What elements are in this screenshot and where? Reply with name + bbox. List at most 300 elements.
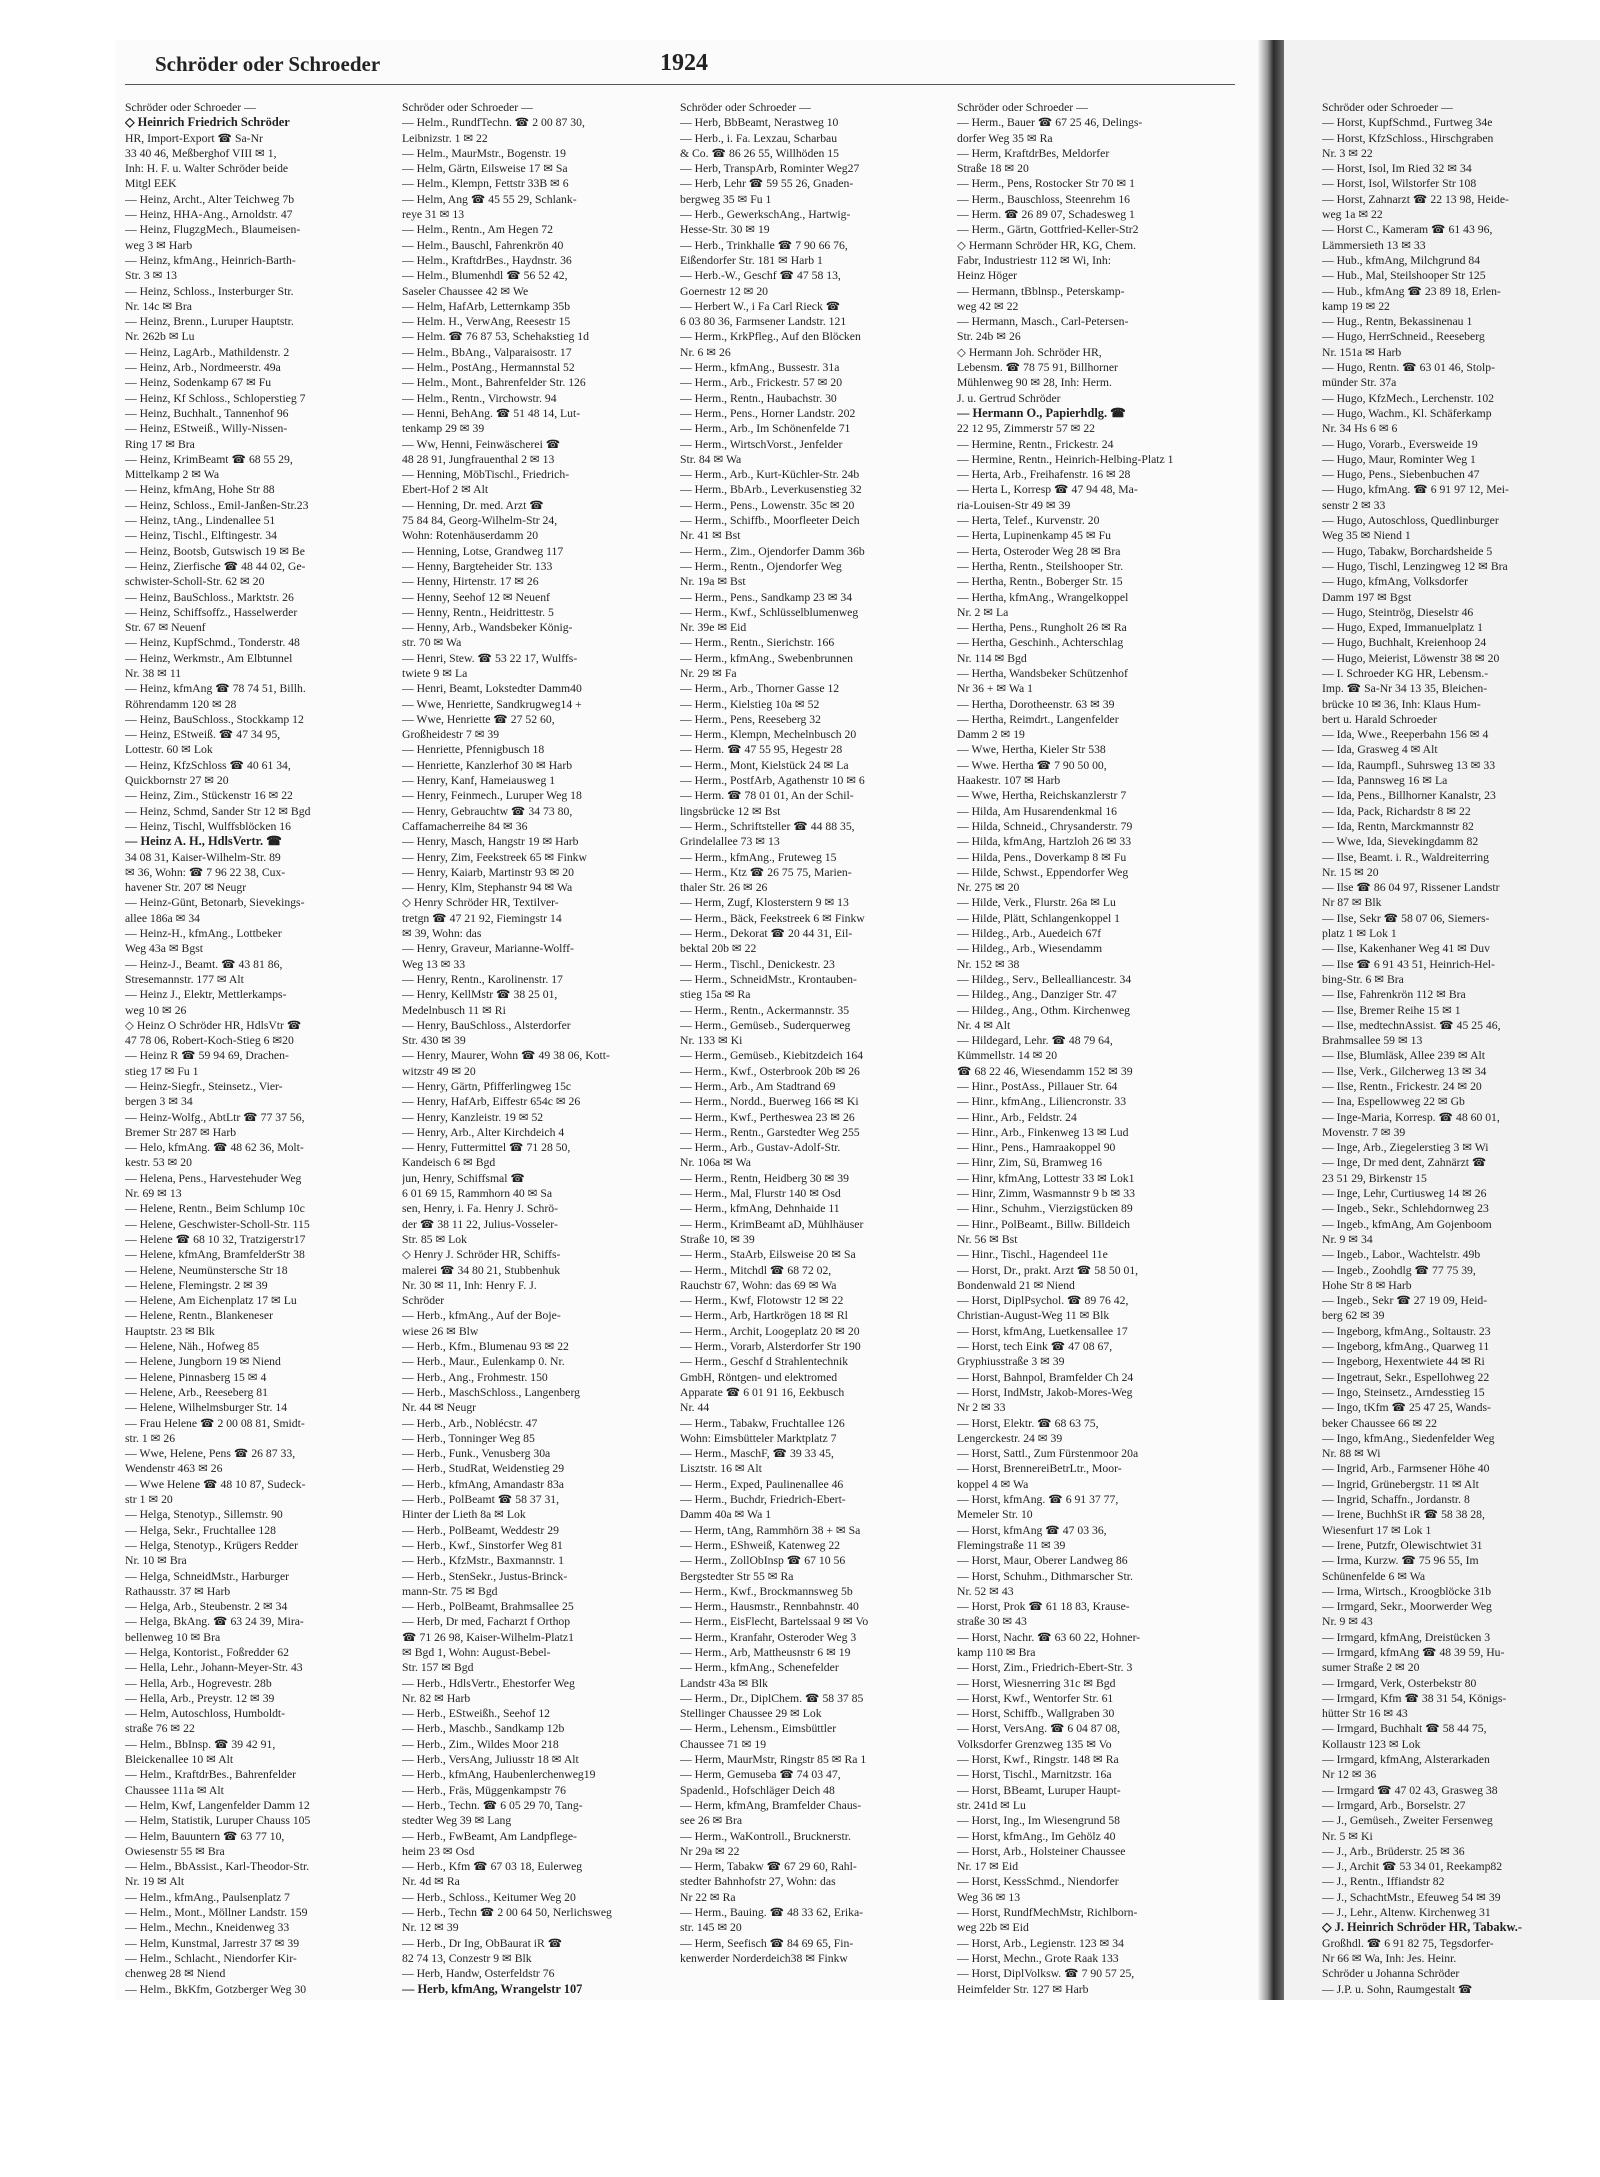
directory-line: — Henry, Gebrauchtw ☎ 34 73 80, xyxy=(402,804,573,818)
directory-line: — Horst, Isol, Wilstorfer Str 108 xyxy=(1322,177,1477,191)
directory-line: — Hinr., Arb., Feldstr. 24 xyxy=(957,1110,1077,1124)
directory-line: — Herm. ☎ 47 55 95, Hegestr 28 xyxy=(680,743,843,757)
directory-line: — Herb., Maschb., Sandkamp 12b xyxy=(402,1722,565,1736)
directory-line: — Wwe, Henriette, Sandkrugweg14 + xyxy=(402,697,582,711)
directory-line: — Ina, Espellowweg 22 ✉ Gb xyxy=(1322,1095,1465,1109)
directory-line: Gryphiusstraße 3 ✉ 39 xyxy=(957,1355,1065,1369)
directory-line: Goernestr 12 ✉ 20 xyxy=(680,284,769,298)
directory-line: — Horst, kfmAng, Luetkensallee 17 xyxy=(957,1324,1128,1338)
directory-line: — Henry, Gärtn, Pfifferlingweg 15c xyxy=(402,1080,572,1093)
directory-line: — Herb., Kfm., Blumenau 93 ✉ 22 xyxy=(402,1340,569,1354)
directory-line: — Herm., Kwf., Osterbrook 20b ✉ 26 xyxy=(680,1064,860,1078)
directory-line: — Helm., Blumenhdl ☎ 56 52 42, xyxy=(402,269,568,283)
directory-line: — Herm., Rentn., Haubachstr. 30 xyxy=(680,391,837,405)
directory-line: — Hilde, Plätt, Schlangenkoppel 1 xyxy=(957,911,1120,925)
directory-line: mann-Str. 75 ✉ Bgd xyxy=(402,1584,498,1598)
directory-line: Kollaustr 123 ✉ Lok xyxy=(1322,1737,1421,1751)
column-1 xyxy=(125,100,395,2027)
directory-line: — Heinz, Sodenkamp 67 ✉ Fu xyxy=(125,376,272,390)
directory-line: str. 145 ✉ 20 xyxy=(680,1921,742,1935)
directory-line: — Hilda, Schneid., Chrysanderstr. 79 xyxy=(957,819,1133,833)
directory-line: — Herm., Schiffb., Moorfleeter Deich xyxy=(680,514,860,528)
directory-line: — Ingeborg, kfmAng., Quarweg 11 xyxy=(1322,1340,1490,1354)
directory-line: — Heinz, Tischl., Elftingestr. 34 xyxy=(125,529,277,543)
directory-line: — Heinz, kfmAng ☎ 78 74 51, Billh. xyxy=(125,682,306,696)
directory-line: — Henny, Bargteheider Str. 133 xyxy=(402,559,553,573)
directory-line: Nr. 19a ✉ Bst xyxy=(680,575,746,589)
column-3 xyxy=(680,100,950,1966)
directory-line: ✉ 39, Wohn: das xyxy=(402,927,482,941)
directory-line: — Ww, Henni, Feinwäscherei ☎ xyxy=(402,437,561,451)
directory-line: — Helm., MaurMstr., Bogenstr. 19 xyxy=(402,146,566,160)
directory-line: — Herm., Kielstieg 10a ✉ 52 xyxy=(680,697,820,711)
directory-line: — Helm, Kunstmal, Jarrestr 37 ✉ 39 xyxy=(125,1936,300,1950)
page-header xyxy=(125,50,1235,85)
directory-line: — Ilse ☎ 6 91 43 51, Heinrich-Hel- xyxy=(1322,957,1495,971)
directory-line: — Hildeg., Ang., Danziger Str. 47 xyxy=(957,988,1117,1002)
directory-line: koppel 4 ✉ Wa xyxy=(957,1477,1029,1491)
directory-line: — Hugo, Tabakw, Borchardsheide 5 xyxy=(1322,544,1493,558)
directory-line: Saseler Chaussee 42 ✉ We xyxy=(402,284,529,298)
directory-line: — Herm., kfmAng., Swebenbrunnen xyxy=(680,651,854,665)
directory-line: — Horst, Bahnpol, Bramfelder Ch 24 xyxy=(957,1370,1134,1384)
directory-line: — Hermann, tBblnsp., Peterskamp- xyxy=(957,284,1125,298)
directory-line: tretgn ☎ 47 21 92, Fiemingstr 14 xyxy=(402,911,562,925)
directory-line: — Herm., Bauer ☎ 67 25 46, Delings- xyxy=(957,116,1143,130)
directory-line: — Herm., Arb., Kurt-Küchler-Str. 24b xyxy=(680,468,860,482)
directory-line: straße 76 ✉ 22 xyxy=(125,1722,195,1736)
directory-line: — J., Arb., Brüderstr. 25 ✉ 36 xyxy=(1322,1844,1465,1858)
directory-line: — Irmgard ☎ 47 02 43, Grasweg 38 xyxy=(1322,1783,1498,1797)
directory-line: — Henning, Dr. med. Arzt ☎ xyxy=(402,498,544,512)
directory-line: — Heinz, Schloss., Insterburger Str. xyxy=(125,284,294,298)
directory-line: Nr. 39e ✉ Eid xyxy=(680,621,747,635)
directory-line: — Herm., Archit, Loogeplatz 20 ✉ 20 xyxy=(680,1324,860,1338)
directory-line: — Herta, Osteroder Weg 28 ✉ Bra xyxy=(957,544,1121,558)
directory-line: — Herb.-W., Geschf ☎ 47 58 13, xyxy=(680,269,841,283)
directory-line: Str. 67 ✉ Neuenf xyxy=(125,621,206,635)
directory-line: — Inge, Dr med dent, Zahnärzt ☎ xyxy=(1322,1156,1487,1170)
directory-line: münder Str. 37a xyxy=(1322,376,1397,390)
directory-line: — Herm., WaKontroll., Brucknerstr. xyxy=(680,1829,851,1843)
directory-line: — Ilse, Bremer Reihe 15 ✉ 1 xyxy=(1322,1003,1461,1017)
directory-line: — Henry, KellMstr ☎ 38 25 01, xyxy=(402,988,558,1002)
directory-line: Nr. 9 ✉ 34 xyxy=(1322,1232,1373,1246)
directory-line: Str. 3 ✉ 13 xyxy=(125,269,178,283)
directory-line: — Herb., GewerkschAng., Hartwig- xyxy=(680,208,851,222)
directory-line: — Heinz R ☎ 59 94 69, Drachen- xyxy=(125,1049,289,1063)
directory-line: — Horst, Schiffb., Wallgraben 30 xyxy=(957,1707,1115,1721)
bottom-margin xyxy=(0,2000,1600,2177)
directory-line: Hohe Str 8 ✉ Harb xyxy=(1322,1278,1412,1292)
directory-line: — Henning, Lotse, Grandweg 117 xyxy=(402,544,564,558)
directory-line: — Herm., Arb, Mattheusnstr 6 ✉ 19 xyxy=(680,1645,851,1659)
directory-line: Fabr, Industriestr 112 ✉ Wi, Inh: xyxy=(957,253,1111,267)
directory-line: Caffamacherreihe 84 ✉ 36 xyxy=(402,819,528,833)
directory-line: — Ilse, Blumläsk, Allee 239 ✉ Alt xyxy=(1322,1049,1486,1063)
directory-line: stedter Weg 39 ✉ Lang xyxy=(402,1814,512,1828)
directory-line: — Hugo, Maur, Rominter Weg 1 xyxy=(1322,452,1476,466)
directory-line: — Helm., Klempn, Fettstr 33B ✉ 6 xyxy=(402,177,569,191)
directory-line: — Ingeb., Labor., Wachtelstr. 49b xyxy=(1322,1248,1481,1262)
directory-line: — Heinz, EStweiß. ☎ 47 34 95, xyxy=(125,728,281,742)
directory-line: — Helm, HafArb, Letternkamp 35b xyxy=(402,299,571,313)
directory-line: Medelnbusch 11 ✉ Ri xyxy=(402,1003,506,1017)
directory-line: HR, Import-Export ☎ Sa-Nr xyxy=(125,131,263,145)
directory-line: — Henri, Beamt, Lokstedter Damm40 xyxy=(402,682,582,696)
directory-line: — Ingetraut, Sekr., Espellohweg 22 xyxy=(1322,1370,1490,1384)
directory-line: — Herb., StudRat, Weidenstieg 29 xyxy=(402,1462,565,1476)
directory-line: — Henriette, Pfennigbusch 18 xyxy=(402,743,545,757)
directory-line: — Horst, Isol, Im Ried 32 ✉ 34 xyxy=(1322,162,1472,176)
directory-line: Eißendorfer Str. 181 ✉ Harb 1 xyxy=(680,253,823,267)
directory-line: — Ingo, Steinsetz., Arndesstieg 15 xyxy=(1322,1385,1485,1399)
directory-line: Nr 12 ✉ 36 xyxy=(1322,1768,1377,1782)
directory-line: — Herm., Kwf., Schlüsselblumenweg xyxy=(680,605,859,619)
directory-line: bellenweg 10 ✉ Bra xyxy=(125,1630,221,1644)
directory-line: — Ingo, kfmAng., Siedenfelder Weg xyxy=(1322,1431,1495,1445)
directory-line: — Herb., Trinkhalle ☎ 7 90 66 76, xyxy=(680,238,848,252)
directory-line: — Irma, Wirtsch., Kroogblöcke 31b xyxy=(1322,1584,1492,1598)
directory-line: ✉ 36, Wohn: ☎ 7 96 22 38, Cux- xyxy=(125,865,286,879)
directory-line: 22 12 95, Zimmerstr 57 ✉ 22 xyxy=(957,422,1096,436)
directory-line: Nr. 30 ✉ 11, Inh: Henry F. J. xyxy=(402,1278,537,1292)
directory-line: — Helene, Näh., Hofweg 85 xyxy=(125,1340,260,1354)
directory-line: — Hertha, Pens., Rungholt 26 ✉ Ra xyxy=(957,621,1127,635)
directory-line: Kandeisch 6 ✉ Bgd xyxy=(402,1156,496,1170)
directory-line: — Herm, Gemuseba ☎ 74 03 47, xyxy=(680,1768,841,1782)
directory-line: — Herbert W., i Fa Carl Rieck ☎ xyxy=(680,299,841,313)
directory-line: Mittelkamp 2 ✉ Wa xyxy=(125,468,220,482)
directory-line: Wohn: Eimsbütteler Marktplatz 7 xyxy=(680,1431,837,1445)
directory-line: — Irene, Putzfr, Olewischtwiet 31 xyxy=(1322,1538,1483,1552)
directory-line: Volksdorfer Grenzweg 135 ✉ Vo xyxy=(957,1737,1112,1751)
directory-line: — Heinz, KupfSchmd., Tonderstr. 48 xyxy=(125,636,300,650)
directory-line: — Herb, TranspArb, Rominter Weg27 xyxy=(680,162,860,176)
directory-line: — Hugo, Autoschloss, Quedlinburger xyxy=(1322,514,1499,528)
directory-line: Schröder oder Schroeder — xyxy=(1322,101,1453,114)
directory-line: — Heinz, Archt., Alter Teichweg 7b xyxy=(125,192,295,206)
directory-line: — Henry, Zim, Feekstreek 65 ✉ Finkw xyxy=(402,850,587,864)
directory-line: bektal 20b ✉ 22 xyxy=(680,942,757,956)
directory-line: — Herm., EShweiß, Katenweg 22 xyxy=(680,1538,841,1552)
directory-line: Mühlenweg 90 ✉ 28, Inh: Herm. xyxy=(957,376,1112,390)
directory-line: 23 51 29, Birkenstr 15 xyxy=(1322,1171,1427,1185)
directory-line: — Helena, Pens., Harvestehuder Weg xyxy=(125,1171,302,1185)
directory-line: stedter Bahnhofstr 27, Wohn: das xyxy=(680,1875,836,1889)
directory-line: — Herm., Rentn., Sierichstr. 166 xyxy=(680,636,835,650)
directory-line: — Herm., Pens, Rostocker Str 70 ✉ 1 xyxy=(957,177,1135,191)
directory-line: — Helm., Mechn., Kneidenweg 33 xyxy=(125,1921,290,1935)
directory-line: — Hugo, Tischl, Lenzingweg 12 ✉ Bra xyxy=(1322,559,1508,573)
directory-line: — Herm, tAng, Rammhörn 38 + ✉ Sa xyxy=(680,1523,861,1537)
directory-line: Lisztstr. 16 ✉ Alt xyxy=(680,1462,762,1476)
directory-line: — Horst, Tischl., Marnitzstr. 16a xyxy=(957,1768,1112,1782)
directory-line: — Henry, Kaiarb, Martinstr 93 ✉ 20 xyxy=(402,865,574,879)
directory-line: — Heinz J., Elektr, Mettlerkamps- xyxy=(125,988,287,1002)
directory-line: — Wwe, Hertha, Reichskanzlerstr 7 xyxy=(957,789,1127,803)
directory-line: — Herb., Maur., Eulenkamp 0. Nr. xyxy=(402,1355,565,1369)
directory-line: ◇ J. Heinrich Schröder HR, Tabakw.- xyxy=(1322,1920,1523,1935)
directory-line: — Herta, Lupinenkamp 45 ✉ Fu xyxy=(957,529,1111,543)
directory-line: Heimfelder Str. 127 ✉ Harb xyxy=(957,1982,1089,1996)
directory-line: Schröder oder Schroeder — xyxy=(680,101,811,114)
directory-line: — Heinz, kfmAng, Hohe Str 88 xyxy=(125,483,275,497)
directory-line: — J., Lehr., Altenw. Kirchenweg 31 xyxy=(1322,1906,1491,1920)
directory-line: — Inge, Arb., Ziegelerstieg 3 ✉ Wi xyxy=(1322,1141,1489,1155)
directory-line: — Irmgard, Buchhalt ☎ 58 44 75, xyxy=(1322,1722,1487,1736)
directory-line: ◇ Hermann Schröder HR, KG, Chem. xyxy=(957,238,1137,252)
directory-line: — Herm., Arb., Thorner Gasse 12 xyxy=(680,682,840,696)
directory-line: Nr. 41 ✉ Bst xyxy=(680,529,741,543)
directory-line: — Herm., kfmAng., Schenefelder xyxy=(680,1661,839,1675)
directory-line: Straße 10, ✉ 39 xyxy=(680,1232,755,1246)
directory-line: — Helm., BbInsp. ☎ 39 42 91, xyxy=(125,1737,276,1751)
directory-line: — Hella, Lehr., Johann-Meyer-Str. 43 xyxy=(125,1661,303,1675)
directory-line: Memeler Str. 10 xyxy=(957,1508,1033,1522)
directory-line: Schröder u Johanna Schröder xyxy=(1322,1967,1460,1981)
directory-line: — Hugo, Buchhalt, Kreienhoop 24 xyxy=(1322,636,1487,650)
directory-line: — Horst, Elektr. ☎ 68 63 75, xyxy=(957,1416,1099,1430)
column-5 xyxy=(1322,100,1597,2012)
directory-line: ◇ Heinz O Schröder HR, HdlsVtr ☎ xyxy=(125,1018,302,1032)
directory-line: — Helm., Rentn., Am Hegen 72 xyxy=(402,223,553,237)
directory-line: — Ingeborg, Hexentwiete 44 ✉ Ri xyxy=(1322,1355,1485,1369)
directory-line: Wiesenfurt 17 ✉ Lok 1 xyxy=(1322,1523,1432,1537)
directory-line: Movenstr. 7 ✉ 39 xyxy=(1322,1125,1406,1139)
directory-line: — Hinr., Tischl., Hagendeel 11e xyxy=(957,1248,1108,1262)
directory-line: — Horst, Kwf., Wentorfer Str. 61 xyxy=(957,1691,1114,1705)
directory-line: — Herm., ZollObInsp ☎ 67 10 56 xyxy=(680,1554,846,1568)
directory-line: sumer Straße 2 ✉ 20 xyxy=(1322,1661,1420,1675)
directory-line: — Heinz, KfzSchloss ☎ 40 61 34, xyxy=(125,758,291,772)
directory-line: Nr. 9 ✉ 43 xyxy=(1322,1615,1373,1629)
directory-line: — Henny, Rentn., Heidrittestr. 5 xyxy=(402,605,554,619)
directory-line: — Irmgard, Kfm ☎ 38 31 54, Königs- xyxy=(1322,1691,1507,1705)
directory-line: — Horst, BBeamt, Luruper Haupt- xyxy=(957,1783,1121,1797)
directory-line: — Herm., SchneidMstr., Krontauben- xyxy=(680,972,857,986)
directory-line: — Hilde, Schwst., Eppendorfer Weg xyxy=(957,865,1129,879)
directory-line: Großheidestr 7 ✉ 39 xyxy=(402,728,500,742)
directory-line: — Heinz-J., Beamt. ☎ 43 81 86, xyxy=(125,957,283,971)
directory-line: Nr. 114 ✉ Bgd xyxy=(957,651,1027,665)
directory-line: — Helm., Rentn., Virchowstr. 94 xyxy=(402,391,557,405)
directory-line: Nr. 3 ✉ 22 xyxy=(1322,146,1373,160)
directory-line: — Herm., Rentn., Ackermannstr. 35 xyxy=(680,1003,850,1017)
directory-line: — Ilse, Rentn., Frickestr. 24 ✉ 20 xyxy=(1322,1080,1482,1093)
directory-line: — Herb., kfmAng, Amandastr 83a xyxy=(402,1477,564,1491)
directory-line: — Heinz, HHA-Ang., Arnoldstr. 47 xyxy=(125,208,293,222)
directory-line: Nr. 262b ✉ Lu xyxy=(125,330,195,344)
directory-line: — Heinz-H., kfmAng., Lottbeker xyxy=(125,927,282,941)
directory-line: — Frau Helene ☎ 2 00 08 81, Smidt- xyxy=(125,1416,305,1430)
directory-line: — Horst, BrennereiBetrLtr., Moor- xyxy=(957,1462,1122,1476)
directory-line: — Herb., Schloss., Keitumer Weg 20 xyxy=(402,1890,576,1904)
directory-line: — Ingrid, Schaffn., Jordanstr. 8 xyxy=(1322,1493,1470,1507)
directory-line: heim 23 ✉ Osd xyxy=(402,1844,475,1858)
directory-line: Nr. 106a ✉ Wa xyxy=(680,1156,751,1170)
directory-line: Heinz Höger xyxy=(957,269,1018,283)
directory-line: bing-Str. 6 ✉ Bra xyxy=(1322,972,1404,986)
directory-line: — Helm. H., VerwAng, Reesestr 15 xyxy=(402,315,571,329)
directory-line: — Herb, Dr med, Facharzt f Orthop xyxy=(402,1615,571,1629)
directory-line: — Heinz, Schiffsoffz., Hasselwerder xyxy=(125,605,298,619)
directory-line: — Helo, kfmAng. ☎ 48 62 36, Molt- xyxy=(125,1141,304,1155)
directory-line: str. 241d ✉ Lu xyxy=(957,1798,1026,1812)
directory-line: — Herm., Mal, Flurstr 140 ✉ Osd xyxy=(680,1187,841,1201)
directory-line: tenkamp 29 ✉ 39 xyxy=(402,422,485,436)
directory-line: — Ingeb., kfmAng, Am Gojenboom xyxy=(1322,1217,1492,1231)
directory-line: Damm 197 ✉ Bgst xyxy=(1322,590,1412,604)
directory-line: Nr. 14c ✉ Bra xyxy=(125,299,192,313)
directory-line: — Herb., PolBeamt, Brahmsallee 25 xyxy=(402,1600,574,1614)
directory-line: kamp 19 ✉ 22 xyxy=(1322,299,1390,313)
directory-line: — Herb, kfmAng, Wrangelstr 107 xyxy=(402,1981,583,1996)
directory-line: — Wwe, Hertha, Kieler Str 538 xyxy=(957,743,1106,757)
directory-line: — Herb., kfmAng., Auf der Boje- xyxy=(402,1309,561,1323)
directory-line: Damm 2 ✉ 19 xyxy=(957,728,1025,742)
directory-line: — Hinr., kfmAng., Liliencronstr. 33 xyxy=(957,1095,1127,1109)
directory-line: — Horst, kfmAng., Im Gehölz 40 xyxy=(957,1829,1116,1843)
directory-line: — Herta, Telef., Kurvenstr. 20 xyxy=(957,514,1100,528)
directory-line: — Horst, Sattl., Zum Fürstenmoor 20a xyxy=(957,1447,1139,1461)
directory-line: — Helene, Arb., Reeseberg 81 xyxy=(125,1385,268,1399)
directory-line: — Helene, kfmAng, BramfelderStr 38 xyxy=(125,1248,305,1262)
directory-line: — Herb., Dr Ing, ObBaurat iR ☎ xyxy=(402,1936,563,1950)
directory-line: — Horst, kfmAng ☎ 47 03 36, xyxy=(957,1523,1107,1537)
directory-line: — Helene, Am Eichenplatz 17 ✉ Lu xyxy=(125,1294,297,1308)
directory-line: 6 01 69 15, Rammhorn 40 ✉ Sa xyxy=(402,1187,553,1201)
directory-line: — Herm., Zim., Ojendorfer Damm 36b xyxy=(680,544,865,558)
directory-line: kenwerder Norderdeich38 ✉ Finkw xyxy=(680,1951,848,1965)
directory-line: — Herb, BbBeamt, Nerastweg 10 xyxy=(680,116,839,130)
directory-line: — Hertha, Dorotheenstr. 63 ✉ 39 xyxy=(957,697,1115,711)
directory-line: — Helm. ☎ 76 87 53, Schehakstieg 1d xyxy=(402,330,589,344)
directory-line: — Henny, Seehof 12 ✉ Neuenf xyxy=(402,590,550,604)
directory-line: — Herm., Bauing. ☎ 48 33 62, Erika- xyxy=(680,1906,864,1920)
directory-line: — J., Rentn., Iffiandstr 82 xyxy=(1322,1875,1445,1889)
directory-line: — Herm., Bäck, Feekstreek 6 ✉ Finkw xyxy=(680,911,865,925)
directory-line: — Hermann O., Papierhdlg. ☎ xyxy=(957,405,1126,420)
directory-line: — Ingo, tKfm ☎ 25 47 25, Wands- xyxy=(1322,1401,1491,1415)
directory-line: — J.P. u. Sohn, Raumgestalt ☎ xyxy=(1322,1982,1473,1996)
directory-line: Weg 36 ✉ 13 xyxy=(957,1890,1021,1904)
directory-line: — Herm., Dekorat ☎ 20 44 31, Eil- xyxy=(680,927,853,941)
directory-line: — Herb., Funk., Venusberg 30a xyxy=(402,1447,551,1461)
directory-line: — Herb., PolBeamt ☎ 58 37 31, xyxy=(402,1493,560,1507)
directory-line: — Ida, Rentn, Marckmannstr 82 xyxy=(1322,819,1474,833)
directory-line: Bergstedter Str 55 ✉ Ra xyxy=(680,1569,794,1583)
directory-line: — Herm., Pens., Horner Landstr. 202 xyxy=(680,406,856,420)
directory-line: weg 3 ✉ Harb xyxy=(125,238,193,252)
directory-line: Nr. 44 xyxy=(680,1401,710,1415)
directory-line: Str. 24b ✉ 26 xyxy=(957,330,1021,344)
directory-line: Nr. 44 ✉ Neugr xyxy=(402,1401,477,1415)
directory-line: — Helene, Rentn., Beim Schlump 10c xyxy=(125,1202,305,1216)
directory-line: Nr. 12 ✉ 39 xyxy=(402,1921,459,1935)
directory-line: — Herm. ☎ 78 01 01, An der Schil- xyxy=(680,789,854,803)
directory-line: Str. 84 ✉ Wa xyxy=(680,452,742,466)
directory-line: Nr. 4 ✉ Alt xyxy=(957,1018,1011,1032)
directory-line: — Hertha, kfmAng., Wrangelkoppel xyxy=(957,590,1129,604)
directory-line: — Helm., BkKfm, Gotzberger Weg 30 xyxy=(125,1982,307,1996)
directory-line: — Heinz, Tischl, Wulffsblöcken 16 xyxy=(125,819,291,833)
directory-line: Schröder oder Schroeder — xyxy=(125,101,256,114)
directory-line: senstr 2 ✉ 33 xyxy=(1322,498,1386,512)
directory-line: — Helene, Geschwister-Scholl-Str. 115 xyxy=(125,1217,310,1231)
directory-line: weg 10 ✉ 26 xyxy=(125,1003,187,1017)
directory-line: Chaussee 71 ✉ 19 xyxy=(680,1737,767,1751)
directory-line: — Horst, Kwf., Ringstr. 148 ✉ Ra xyxy=(957,1753,1119,1767)
directory-line: — Heinz, Buchhalt., Tannenhof 96 xyxy=(125,406,289,420)
directory-line: stieg 15a ✉ Ra xyxy=(680,988,751,1002)
directory-line: — Ingeb., Zoohdlg ☎ 77 75 39, xyxy=(1322,1263,1476,1277)
directory-line: — Henry, Kanf, Hameiausweg 1 xyxy=(402,774,556,788)
directory-line: — Helm., Mont., Bahrenfelder Str. 126 xyxy=(402,376,586,390)
directory-line: — Henry, Feinmech., Luruper Weg 18 xyxy=(402,789,582,803)
directory-line: Lebensm. ☎ 78 75 91, Billhorner xyxy=(957,361,1118,375)
directory-line: — Herb., Kwf., Sinstorfer Weg 81 xyxy=(402,1538,563,1552)
directory-line: — Horst, tech Eink ☎ 47 08 67, xyxy=(957,1340,1113,1354)
directory-line: — Irmgard, kfmAng, Dreistücken 3 xyxy=(1322,1630,1491,1644)
directory-line: twiete 9 ✉ La xyxy=(402,666,468,680)
directory-line: — Herm., Pens., Sandkamp 23 ✉ 34 xyxy=(680,590,853,604)
directory-line: — Herm., kfmAng., Fruteweg 15 xyxy=(680,850,837,864)
directory-line: — Heinz, BauSchloss., Stockkamp 12 xyxy=(125,712,304,726)
directory-line: kamp 110 ✉ Bra xyxy=(957,1645,1036,1659)
directory-line: Imp. ☎ Sa-Nr 34 13 35, Bleichen- xyxy=(1322,682,1488,696)
directory-line: — Hub., Mal, Steilshooper Str 125 xyxy=(1322,269,1486,283)
directory-line: J. u. Gertrud Schröder xyxy=(957,391,1061,405)
directory-line: Lottestr. 60 ✉ Lok xyxy=(125,743,213,757)
directory-line: Nr. 69 ✉ 13 xyxy=(125,1187,182,1201)
directory-line: 47 78 06, Robert-Koch-Stieg 6 ✉20 xyxy=(125,1034,294,1048)
directory-line: Nr. 52 ✉ 43 xyxy=(957,1584,1014,1598)
directory-line: Hauptstr. 23 ✉ Blk xyxy=(125,1324,215,1338)
directory-line: Str. 430 ✉ 39 xyxy=(402,1034,466,1048)
directory-line: — Helm, Autoschloss, Humboldt- xyxy=(125,1707,286,1721)
directory-line: Nr 2 ✉ 33 xyxy=(957,1401,1006,1415)
directory-line: — Hinr., Arb., Finkenweg 13 ✉ Lud xyxy=(957,1125,1129,1139)
directory-line: — Helm., RundfTechn. ☎ 2 00 87 30, xyxy=(402,116,585,130)
directory-line: Ebert-Hof 2 ✉ Alt xyxy=(402,483,489,497)
directory-line: — Helm., Mont., Möllner Landstr. 159 xyxy=(125,1906,308,1920)
directory-line: — Herb., Zim., Wildes Moor 218 xyxy=(402,1737,559,1751)
directory-line: Lämmersieth 13 ✉ 33 xyxy=(1322,238,1426,252)
directory-line: — Herb, Handw, Osterfeldstr 76 xyxy=(402,1967,555,1981)
directory-line: stieg 17 ✉ Fu 1 xyxy=(125,1064,199,1078)
directory-line: — Herm, Zugf, Klosterstern 9 ✉ 13 xyxy=(680,896,849,910)
directory-line: — Ilse, Fahrenkrön 112 ✉ Bra xyxy=(1322,988,1466,1002)
directory-line: Straße 18 ✉ 20 xyxy=(957,162,1029,176)
directory-line: — Herta L, Korresp ☎ 47 94 48, Ma- xyxy=(957,483,1138,497)
directory-line: — Hildeg., Arb., Wiesendamm xyxy=(957,942,1103,956)
directory-line: Apparate ☎ 6 01 91 16, Eekbusch xyxy=(680,1385,845,1399)
directory-line: — Hertha, Rentn., Boberger Str. 15 xyxy=(957,575,1123,589)
directory-line: — Hilda, Pens., Doverkamp 8 ✉ Fu xyxy=(957,850,1127,864)
directory-line: — Herm., kfmAng, Dehnhaide 11 xyxy=(680,1202,840,1216)
directory-line: — Herm., Pens, Reeseberg 32 xyxy=(680,712,821,726)
directory-line: Damm 40a ✉ Wa 1 xyxy=(680,1508,772,1522)
directory-line: — Wwe Helene ☎ 48 10 87, Sudeck- xyxy=(125,1477,306,1491)
directory-line: — Helene, Wilhelmsburger Str. 14 xyxy=(125,1401,288,1415)
directory-line: — Herm., Arb., Im Schönenfelde 71 xyxy=(680,422,851,436)
directory-line: — Helm., Schlacht., Niendorfer Kir- xyxy=(125,1951,297,1965)
directory-line: — Helm., PostAng., Hermannstal 52 xyxy=(402,361,575,375)
directory-line: — Horst, Arb., Legienstr. 123 ✉ 34 xyxy=(957,1936,1124,1950)
directory-line: weg 22b ✉ Eid xyxy=(957,1921,1029,1935)
directory-line: — Ilse, Beamt. i. R., Waldreiterring xyxy=(1322,850,1489,864)
